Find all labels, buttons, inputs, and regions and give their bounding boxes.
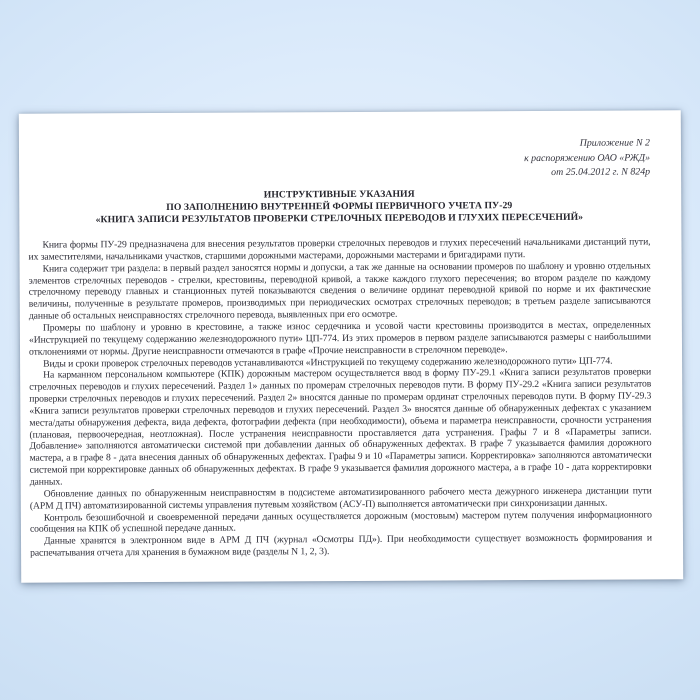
body-paragraph-7: Контроль безошибочной и своевременной передачи данных осуществляется дорожным (мостовым) мастером путем получения информационного сообщения на КПК об успешной передаче данных. bbox=[29, 508, 652, 536]
document-page bbox=[19, 110, 683, 582]
body-paragraph-5: На карманном персональном компьютере (КПК) дорожным мастером осуществляется ввод в форму ПУ-29.1 «Книга записи результатов проверки стрелочных переводов и глухих пересечений. Раздел 1» данных по промерам стрелочных переводов пути. В форму ПУ-29.2 «Книга записи результатов проверки стрелочных переводов и глухих пересечений. Раздел 2» вносятся данные по промерам ординат стрелочных переводов пути. В форму ПУ-29.3 «Книга записи результатов проверки стрелочных переводов и глухих пересечений. Раздел 3» вносятся данные об обнаруженных дефектах с указанием места/даты обнаружения дефекта, вида дефекта, фотографии дефекта (при необходимости), объема и параметра неисправности, срочности устранения (плановая, первоочередная, неотложная). После устранения неисправности проставляется дата устранения. Графы 7 и 8 «Параметры записи. Добавление» заполняются автоматически системой при добавлении данных об обнаруженных дефектах. В графе 7 указывается фамилия дорожного мастера, а в графе 8 - дата внесения данных об обнаруженных дефектах. Графы 9 и 10 «Параметры записи. Корректировка» заполняются автоматически системой при корректировке данных об обнаруженных дефектах. В графе 9 указывается фамилия дорожного мастера, а в графе 10 - дата корректировки данных. bbox=[29, 366, 652, 488]
body-paragraph-1: Книга формы ПУ-29 предназначена для внесения результатов проверки стрелочных переводов и глухих пересечений начальниками дистанций пути, их заместителями, начальниками участков, старшими дорожными мастерами, дорожными мастерами и бригадирами пути. bbox=[28, 236, 651, 263]
body-paragraph-3: Промеры по шаблону и уровню в крестовине, а также износ сердечника и усовой части крестовины производится в местах, определенных «Инструкцией по текущему содержанию железнодорожного пути» ЦП-774. Из этих промеров в первом разделе записываются размеры с наибольшими отклонениями от нормы. Другие неисправности отмечаются в графе «Прочие неисправности в стрелочном переводе». bbox=[28, 319, 651, 358]
appendix-note-line-2: к распоряжению ОАО «РЖД» bbox=[524, 151, 651, 164]
appendix-note bbox=[28, 136, 650, 183]
document-body bbox=[28, 237, 652, 560]
document-title-line-2: ПО ЗАПОЛНЕНИЮ ВНУТРЕННЕЙ ФОРМЫ ПЕРВИЧНОГО УЧЕТА ПУ-29 bbox=[166, 199, 513, 213]
document-title-line-3: «КНИГА ЗАПИСИ РЕЗУЛЬТАТОВ ПРОВЕРКИ СТРЕЛОЧНЫХ ПЕРЕВОДОВ И ГЛУХИХ ПЕРЕСЕЧЕНИЙ» bbox=[95, 211, 584, 226]
appendix-note-line-3: от 25.04.2012 г. N 824р bbox=[551, 166, 651, 178]
appendix-note-line-1: Приложение N 2 bbox=[579, 137, 650, 149]
body-paragraph-6: Обновление данных по обнаруженным неисправностям в подсистеме автоматизированного рабочего места дежурного инженера дистанции пути (АРМ Д ПЧ) автоматизированной системы управления путевым хозяйством (АСУ-П) выполняется автоматически при синхронизации данных. bbox=[29, 485, 652, 512]
document-title-line-1: ИНСТРУКТИВНЫЕ УКАЗАНИЯ bbox=[263, 188, 415, 200]
document-title bbox=[28, 187, 650, 227]
body-paragraph-8: Данные хранятся в электронном виде в АРМ Д ПЧ (журнал «Осмотры ПД»). При необходимости существует возможность формирования и распечатывания отчета для хранения в бумажном виде (разделы N 1, 2, 3). bbox=[30, 532, 653, 559]
body-paragraph-2: Книга содержит три раздела: в первый раздел заносятся нормы и допуски, а так же данные на основании промеров по шаблону и уровню отдельных элементов стрелочных переводов - стрелки, крестовины, переводной кривой, а также каждого глухого пересечения; во втором разделе по каждому стрелочному переводу главных и станционных путей показываются сведения о величине ординат переводной кривой по норме и их фактические величины, полученные в результате промеров, производимых при периодических осмотрах стрелочных переводов; в третьем разделе записываются данные об остальных неисправностях стрелочного перевода, выявленных при его осмотре. bbox=[28, 260, 651, 322]
body-paragraph-4: Виды и сроки проверок стрелочных переводов устанавливаются «Инструкцией по текущему содержанию железнодорожного пути» ЦП-774. bbox=[43, 355, 613, 370]
